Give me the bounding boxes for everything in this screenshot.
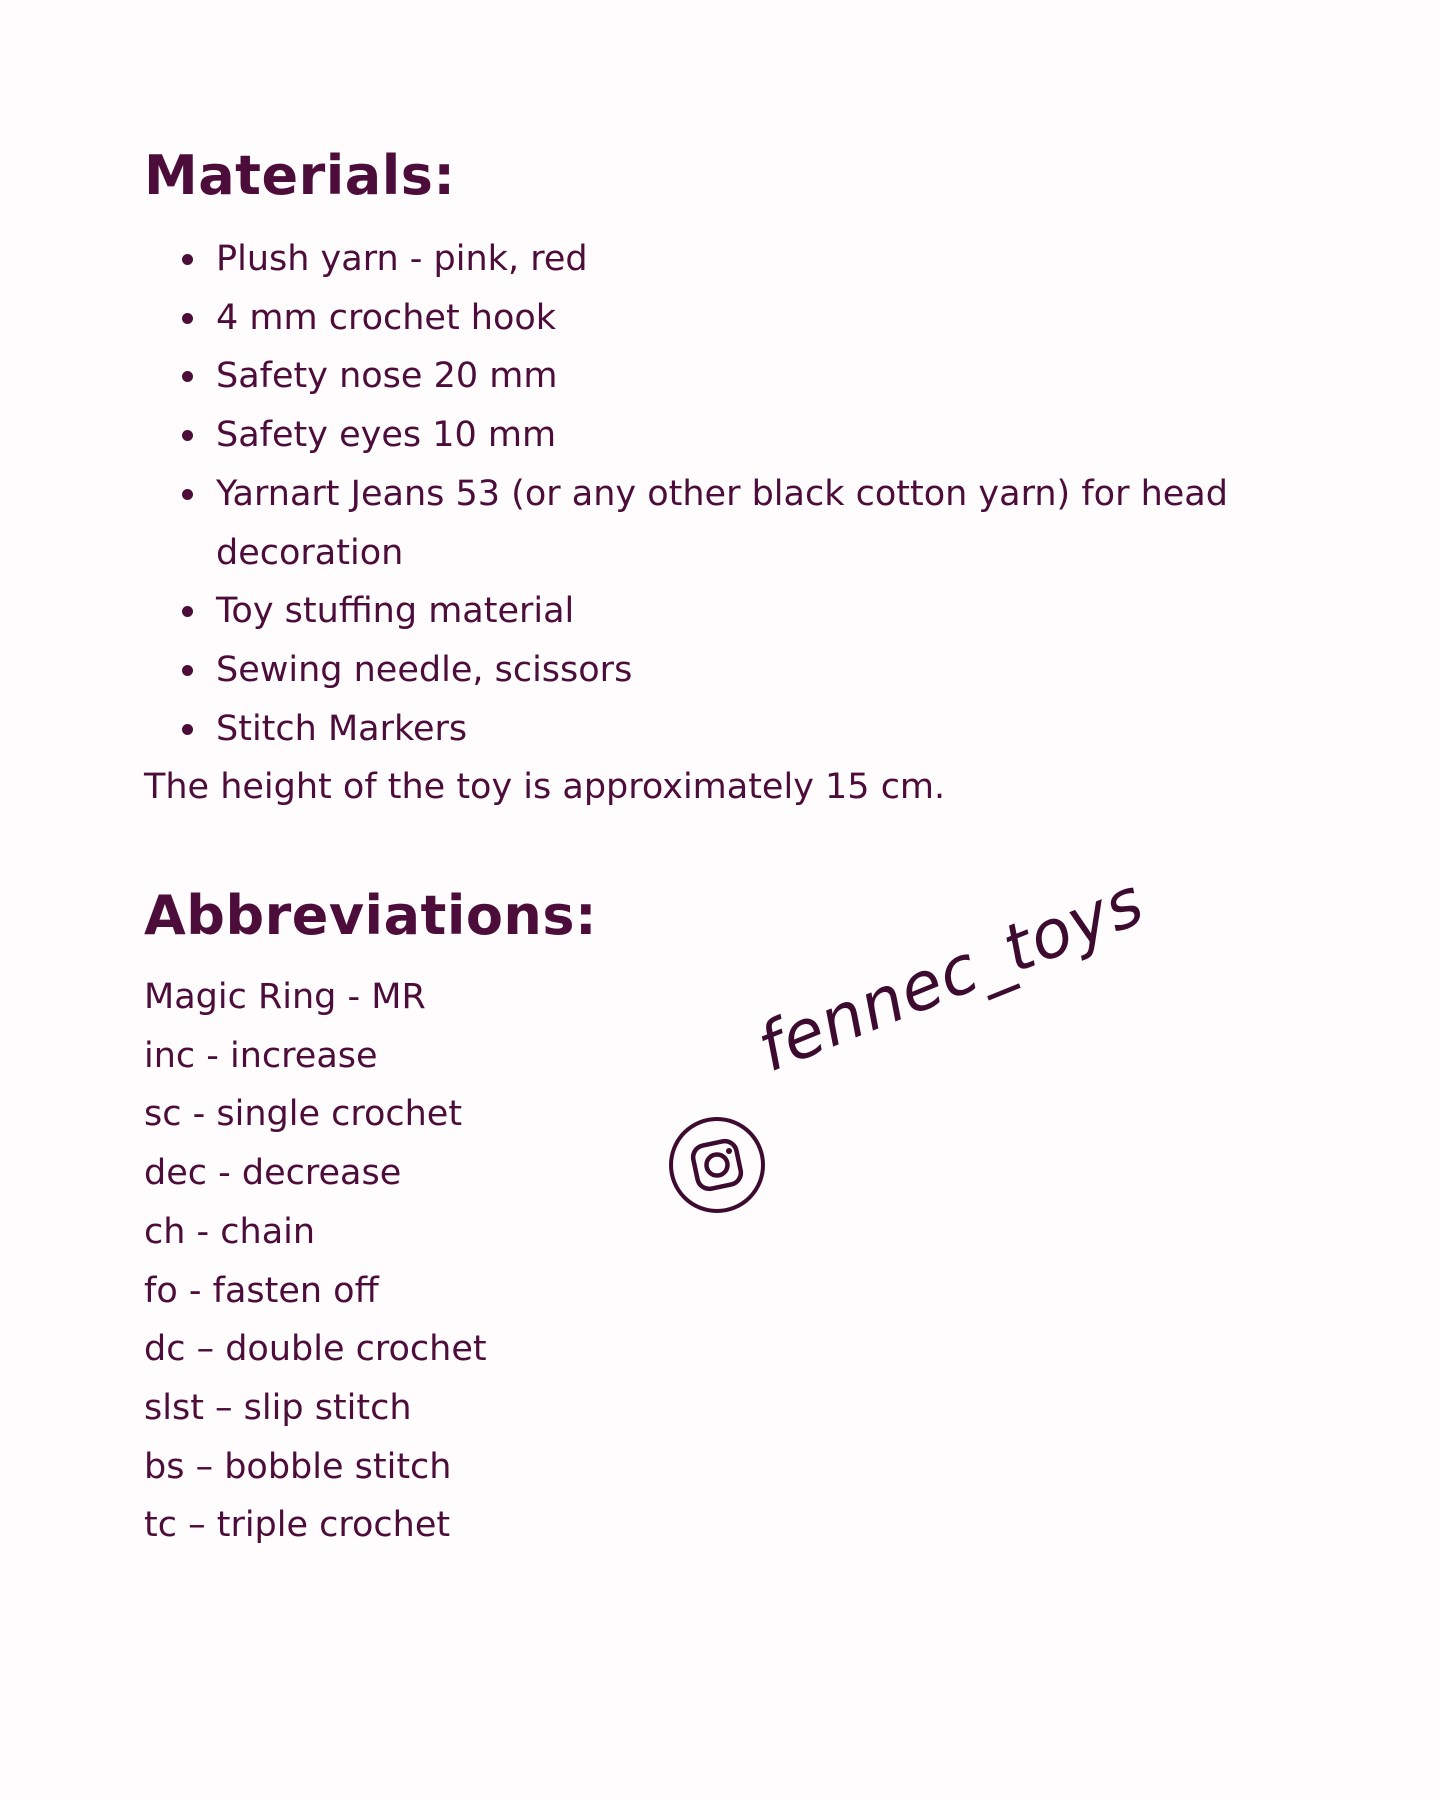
bullet-icon [182,724,193,735]
bullet-icon [182,606,193,617]
abbreviation-item: fo - fasten off [144,1270,379,1311]
bullet-icon [182,665,193,676]
bullet-icon [182,254,193,265]
materials-item: Safety eyes 10 mm [144,406,1294,465]
materials-item: Sewing needle, scissors [144,641,1294,700]
abbreviation-item: tc – triple crochet [144,1505,451,1546]
instagram-icon [668,1116,766,1214]
abbreviation-item: bs – bobble stitch [144,1446,452,1487]
materials-item: Plush yarn - pink, red [144,230,1294,289]
materials-heading: Materials: [144,144,456,207]
materials-item: 4 mm crochet hook [144,289,1294,348]
abbreviation-item: ch - chain [144,1211,316,1252]
materials-list [144,230,1294,758]
abbreviation-item: dc – double crochet [144,1329,487,1370]
abbreviation-item: inc - increase [144,1035,378,1076]
materials-item: Stitch Markers [144,700,1294,759]
bullet-icon [182,430,193,441]
materials-item: Safety nose 20 mm [144,347,1294,406]
materials-item: Yarnart Jeans 53 (or any other black cotton yarn) for head decoration [144,465,1294,582]
bullet-icon [182,371,193,382]
abbreviations-heading: Abbreviations: [144,884,598,947]
bullet-icon [182,489,193,500]
height-note: The height of the toy is approximately 15 cm. [144,767,946,807]
abbreviations-list [144,968,487,1555]
bullet-icon [182,313,193,324]
abbreviation-item: sc - single crochet [144,1094,463,1135]
abbreviation-item: slst – slip stitch [144,1387,412,1428]
watermark-handle: fennec_toys [747,862,1155,1087]
abbreviation-item: Magic Ring - MR [144,977,426,1017]
abbreviation-item: dec - decrease [144,1153,402,1194]
materials-item: Toy stuffing material [144,582,1294,641]
